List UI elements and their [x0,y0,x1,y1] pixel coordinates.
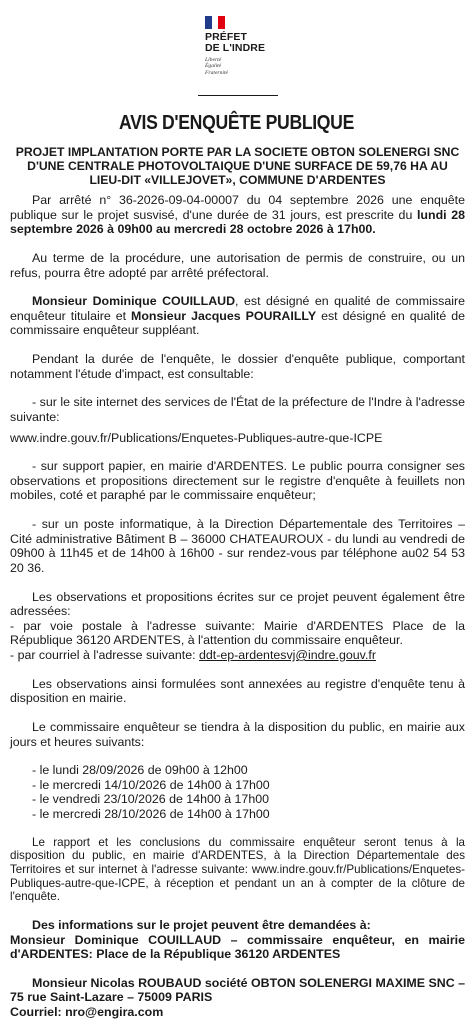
observations-email-link[interactable]: ddt-ep-ardentesvj@indre.gouv.fr [199,648,376,662]
paragraph-permanences: Le commissaire enquêteur se tiendra à la disposition du public, en mairie aux jours et heures suivants: [10,719,465,749]
motto-egalite: Égalité [205,63,222,70]
arrete-dates: lundi 28 septembre 2026 à 09h00 au mercredi 28 octobre 2026 à 17h00. [10,207,465,237]
dossier-url-link[interactable]: www.indre.gouv.fr/Publications/Enquetes-Publiques-autre-que-ICPE [10,430,383,445]
commissaire-titulaire-prenom: Monsieur Dominique [32,294,163,309]
arrete-text: Par arrêté n° 36-2026-09-04-00007 du 04 septembre 2026 une enquête publique sur le projet susvisé, d'une durée de 31 jours, est prescrite du [10,193,465,222]
prefet-line-2: DE L'INDRE [205,42,266,55]
paragraph-observations [10,590,465,663]
permanence-item: - le mercredi 14/10/2026 de 14h00 à 17h00 [32,777,270,792]
subtitle-line-1: PROJET IMPLANTATION PORTE PAR LA SOCIETE OBTON SOLENERGI SNC [15,145,460,159]
flag-red [218,16,225,29]
motto [205,57,295,76]
informations-commissaire: Monsieur Dominique COUILLAUD – commissaire enquêteur, en mairie d'ARDENTES: Place de la République 36120 ARDENTES [10,932,465,962]
paragraph-petitionnaire [10,976,465,1020]
notice-body [10,193,465,1034]
commissaires-text-2: est désigné en qualité de commissaire enquêteur suppléant. [10,308,465,338]
observations-intro: Les observations et propositions écrites sur ce projet peuvent également être adressées: [10,589,465,619]
paragraph-procedure: Au terme de la procédure, une autorisation de permis de construire, ou un refus, pourra être adopté par arrêté préfectoral. [10,250,465,280]
motto-fraternite: Fraternité [205,69,228,76]
paragraph-arrete [10,193,465,237]
commissaire-titulaire [32,294,235,308]
project-subtitle [10,145,465,187]
header-divider [198,95,278,96]
tricolor-flag-icon [205,16,225,29]
page-title: AVIS D'ENQUÊTE PUBLIQUE [119,111,354,134]
informations-intro: Des informations sur le projet peuvent être demandées à: [32,917,371,932]
permanence-item: - le mercredi 28/10/2026 de 14h00 à 17h00 [32,807,270,821]
petitionnaire-courriel: Courriel: nro@engira.com [10,1005,164,1020]
observations-email-prefix: - par courriel à l'adresse suivante: [10,648,199,662]
permanences-list [32,763,465,822]
permanence-item: - le vendredi 23/10/2026 de 14h00 à 17h00 [32,792,269,807]
subtitle-line-3: LIEU-DIT «VILLEJOVET», COMMUNE D'ARDENTES [89,173,386,188]
site-internet-text: - sur le site internet des services de l'État de la préfecture de l'Indre à l'adresse suivante: [10,395,465,424]
paragraph-annexees: Les observations ainsi formulées sont annexées au registre d'enquête tenu à disposition en mairie. [10,676,465,706]
flag-blue [205,16,212,29]
paragraph-site-internet [10,395,465,445]
paragraph-commissaires [10,294,465,338]
observations-postal: - par voie postale à l'adresse suivante: Mairie d'ARDENTES Place de la République 36120 ARDENTES, à l'attention du commissaire enquêteur. [10,618,465,648]
paragraph-poste-informatique: - sur un poste informatique, à la Direction Départementale des Territoires – Cité administrative Bâtiment B – 36000 CHATEAUROUX - du lundi au vendredi de 09h00 à 11h45 et de 14h00 à 16h00 - sur rendez-vous par téléphone au02 54 53 20 36. [10,517,465,575]
prefet-line-1: PRÉFET [205,31,248,43]
prefecture-logo [205,16,295,76]
petitionnaire-adresse: Monsieur Nicolas ROUBAUD société OBTON SOLENERGI MAXIME SNC – 75 rue Saint-Lazare – 75009 PARIS [10,975,465,1005]
commissaire-titulaire-nom: COUILLAUD [162,294,236,309]
paragraph-support-papier: - sur support papier, en mairie d'ARDENTES. Le public pourra consigner ses observations et propositions directement sur le registre d'enquête à feuillets non mobiles, coté et paraphé par le commissaire enquêteur; [10,459,465,503]
subtitle-line-2: D'UNE CENTRALE PHOTOVOLTAIQUE D'UNE SURFACE DE 59,76 HA AU [27,159,448,174]
paragraph-rapport: Le rapport et les conclusions du commissaire enquêteur seront tenus à la disposition du public, en mairie d'ARDENTES, à la Direction Départementale des Territoires et sur internet à l'adresse suivante: www.indre.gouv.fr/Publications/Enquetes-Publiques-autre-que-ICPE, à réception et pendant un an à compter de la clôture de l'enquête. [10,835,465,904]
paragraph-informations [10,918,465,962]
paragraph-dossier: Pendant la durée de l'enquête, le dossier d'enquête publique, comportant notamment l'étude d'impact, est consultable: [10,352,465,381]
commissaire-suppleant: Monsieur Jacques POURAILLY [131,308,317,323]
permanence-item: - le lundi 28/09/2026 de 09h00 à 12h00 [32,763,248,778]
commissaires-text-1: , est désigné en qualité de commissaire enquêteur titulaire et [10,294,465,323]
motto-liberte: Liberté [205,57,222,64]
